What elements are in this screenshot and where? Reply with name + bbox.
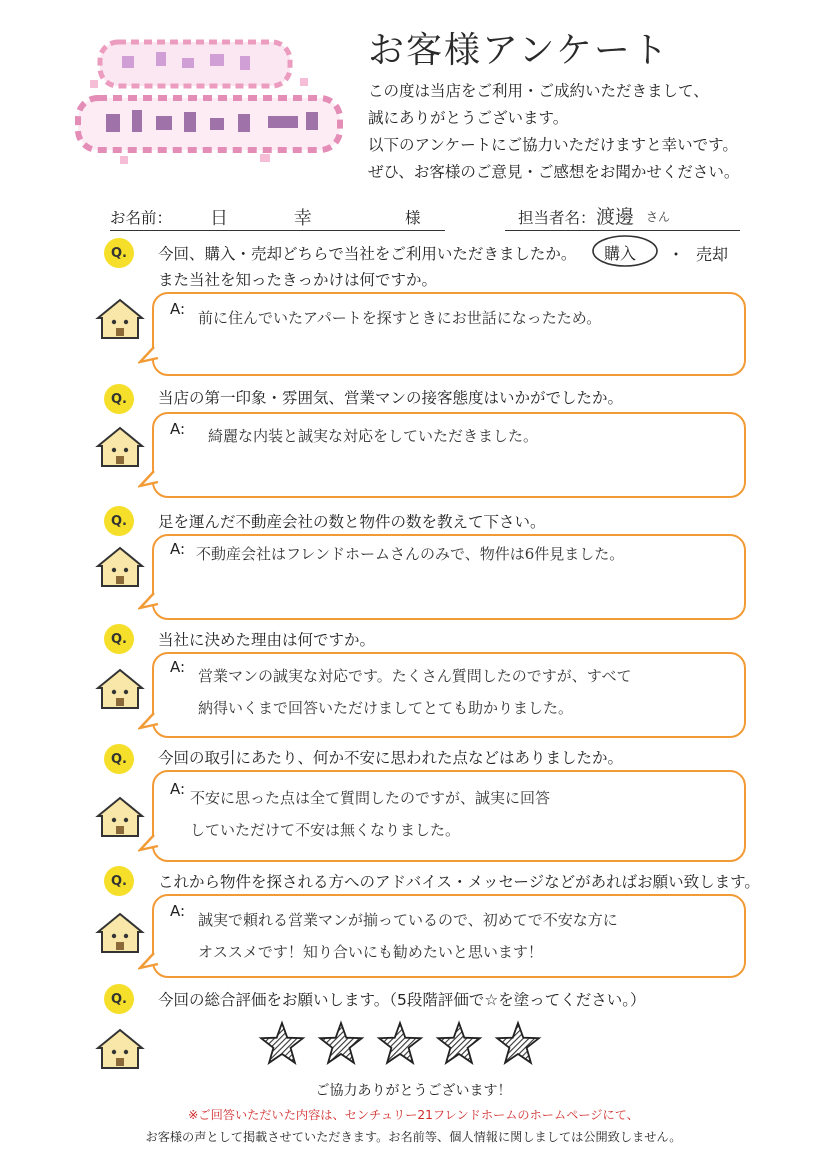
answer-marker: A: [170,658,186,676]
question-4-text: 当社に決めた理由は何ですか。 [158,631,376,649]
option-purchase: 購入 [604,244,637,263]
answer-marker: A: [170,300,186,318]
rating-star-4 [438,1023,480,1063]
note-line-1: ご回答いただいた内容は、センチュリー21フレンドホームのホームページにて、 [198,1108,639,1122]
house-icon [94,666,146,716]
question-marker: Q. [104,744,134,774]
intro-text: この度は当店をご利用・ご成約いただきまして、 誠にありがとうございます。 以下のアンケートにご協力いただけますと幸いです。 ぜひ、お客様のご意見・ご感想をお聞かせください。 [368,82,740,181]
question-marker: Q. [104,506,134,536]
house-icon [94,424,146,474]
staff-value: 渡邊 [596,206,635,228]
question-5-text: 今回の取引にあたり、何か不安に思われた点などはありましたか。 [158,749,624,767]
customer-info-row [110,206,750,232]
question-marker: Q. [104,238,134,268]
privacy-note [0,1104,827,1148]
name-underline [110,230,445,231]
answer-2-text: 綺麗な内装と誠実な対応をしていただきました。 [208,427,539,445]
answer-1-text: 前に住んでいたアパートを探すときにお世話になったため。 [198,309,602,327]
question-6-text: これから物件を探される方へのアドバイス・メッセージなどがあればお願い致します。 [158,873,760,891]
house-icon [94,544,146,594]
question-1-text: 今回、購入・売却どちらで当社をご利用いただきましたか。 [158,245,577,263]
note-mark: ※ [188,1108,199,1122]
answer-marker: A: [170,540,186,558]
name-value: 日 幸 [210,208,342,229]
answer-marker: A: [170,902,186,920]
thank-you-text: ご協力ありがとうございます！ [315,1083,512,1099]
bubble-tail [138,952,160,972]
answer-marker: A: [170,780,186,798]
rating-stars [258,1020,548,1070]
rating-star-3 [379,1023,421,1063]
option-sale: 売却 [696,245,729,264]
answer-5-text: 不安に思った点は全て質問したのですが、誠実に回答 していただけて不安は無くなりました。 [190,789,551,839]
answer-3-text: 不動産会社はフレンドホームさんのみで、物件は6件見ました。 [196,545,625,563]
bubble-tail [138,346,160,366]
rating-star-5 [497,1023,539,1063]
name-label: お名前： [110,209,173,227]
question-marker: Q. [104,384,134,414]
question-2-text: 当店の第一印象・雰囲気、営業マンの接客態度はいかがでしたか。 [158,389,624,407]
rating-star-1 [261,1023,303,1063]
staff-suffix: さん [646,210,671,224]
house-icon [94,296,146,346]
answer-4-text: 営業マンの誠実な対応です。たくさん質問したのですが、すべて 納得いくまで回答いただけましてとても助かりました。 [198,667,632,717]
answer-marker: A: [170,420,186,438]
question-1-subtext: また当社を知ったきっかけは何ですか。 [158,271,438,289]
staff-label: 担当者名： [518,209,596,227]
house-icon [94,1026,146,1076]
question-marker: Q. [104,624,134,654]
bubble-tail [138,712,160,732]
rating-star-2 [320,1023,362,1063]
question-marker: Q. [104,984,134,1014]
staff-underline [505,230,740,231]
question-3-text: 足を運んだ不動産会社の数と物件の数を教えて下さい。 [158,513,546,531]
page-title: お客様アンケート [368,30,670,71]
question-7-text: 今回の総合評価をお願いします。（5段階評価で☆を塗ってください。） [158,991,646,1009]
honorific: 様 [405,209,421,227]
option-purchase-circled [590,232,660,268]
bubble-tail [138,592,160,612]
answer-6-text: 誠実で頼れる営業マンが揃っているので、初めてで不安な方に オススメです！知り合いにも勧めたいと思います！ [198,911,618,961]
bubble-tail [138,834,160,854]
company-logo [60,28,350,168]
bubble-tail [138,470,160,490]
option-separator: ・ [668,245,685,264]
question-marker: Q. [104,866,134,896]
note-line-2: お客様の声として掲載させていただきます。お名前等、個人情報に関しましては公開致しません。 [145,1130,682,1144]
